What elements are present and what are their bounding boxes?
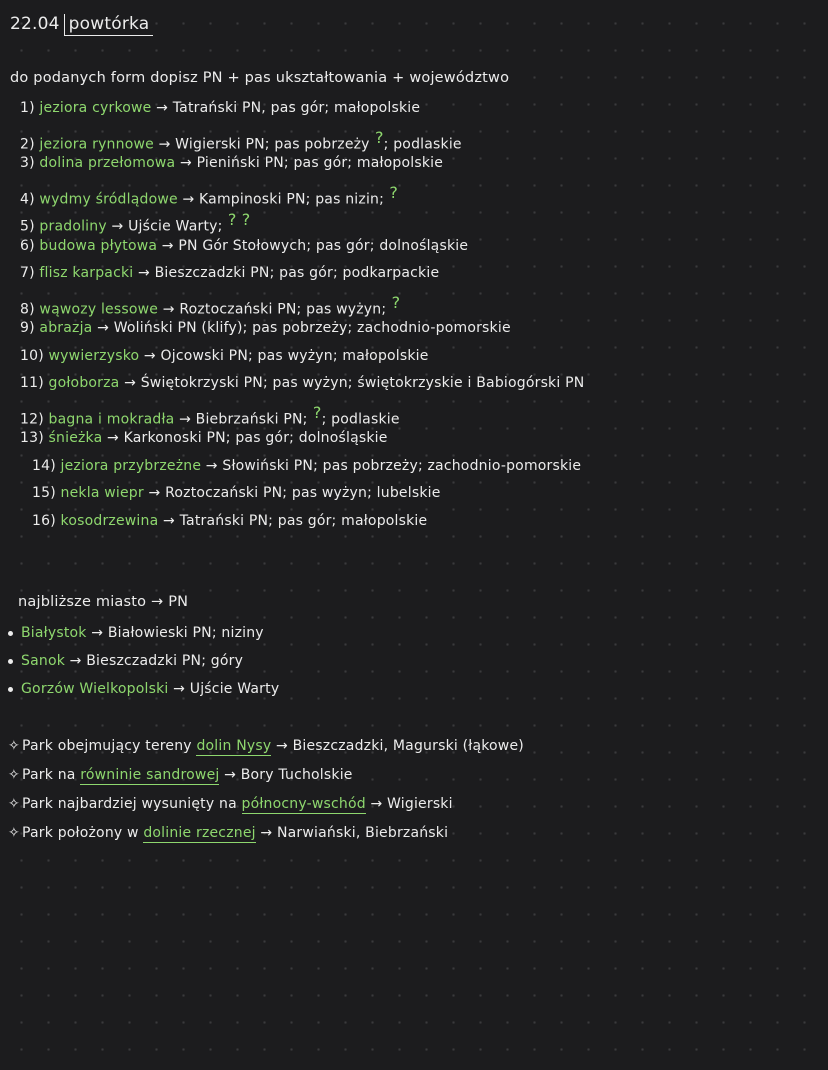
form-row: [20, 100, 420, 116]
arrow: →: [151, 100, 173, 116]
form-name: gołoborza: [48, 375, 120, 391]
arrow: →: [201, 457, 223, 474]
city-name: Białystok: [21, 625, 87, 641]
question-mark: ?: [384, 182, 399, 202]
form-number: 4): [20, 191, 40, 208]
form-name: jeziora rynnowe: [39, 136, 154, 153]
form-row: [32, 458, 581, 474]
bullet-dot: [8, 631, 13, 636]
form-number: 6): [20, 237, 40, 254]
form-answer: Słowiński PN; pas pobrzeży; zachodnio-pomorskie: [222, 457, 582, 474]
form-number: 16): [32, 512, 61, 529]
form-answer: Biebrzański PN;: [195, 411, 308, 428]
form-name: bagna i mokradła: [48, 411, 175, 428]
form-number: 9): [20, 320, 40, 336]
form-name: wydmy śródlądowe: [39, 191, 178, 208]
arrow: →: [119, 375, 141, 391]
city-park: Ujście Warty: [189, 681, 280, 697]
park-highlight: dolin Nysy: [196, 738, 272, 754]
form-answer-extra: ; podlaskie: [383, 136, 462, 153]
form-row: [20, 238, 468, 254]
form-answer: Ujście Warty;: [128, 218, 223, 235]
city-row: [8, 653, 243, 669]
form-answer-extra: ; podlaskie: [321, 411, 400, 428]
form-answer: Bieszczadzki PN; pas gór; podkarpackie: [154, 265, 440, 281]
form-row: [20, 155, 443, 171]
form-row: [20, 210, 251, 235]
bullet-dot: [8, 659, 13, 664]
form-number: 15): [32, 485, 61, 501]
city-row: [8, 681, 279, 697]
star-icon: ✧: [8, 767, 20, 783]
form-name: budowa płytowa: [39, 237, 158, 254]
title-date: 22.04: [10, 14, 60, 34]
star-icon: ✧: [8, 796, 20, 812]
form-number: 8): [20, 301, 40, 318]
city-park: Bieszczadzki PN; góry: [86, 653, 244, 669]
form-number: 2): [20, 136, 40, 153]
park-answer: → Wigierski: [365, 796, 453, 812]
form-row: [32, 513, 427, 529]
city-name: Sanok: [21, 653, 66, 669]
park-answer: → Bieszczadzki, Magurski (łąkowe): [271, 738, 524, 754]
arrow: →: [157, 237, 179, 254]
form-name: nekla wiepr: [60, 485, 144, 501]
form-name: wywierzysko: [48, 347, 140, 364]
arrow: →: [133, 265, 155, 281]
form-number: 7): [20, 265, 40, 281]
form-row: [20, 320, 511, 336]
form-row: [20, 183, 398, 208]
form-answer: Ojcowski PN; pas wyżyn; małopolskie: [160, 347, 429, 364]
park-row: [8, 796, 453, 812]
park-text: Park położony w: [22, 825, 144, 841]
park-row: [8, 825, 448, 841]
cities-heading: najbliższe miasto → PN: [18, 594, 189, 610]
star-icon: ✧: [8, 825, 20, 841]
page-title: [10, 14, 153, 36]
star-icon: ✧: [8, 738, 20, 754]
park-row: [8, 767, 353, 783]
form-name: jeziora cyrkowe: [39, 100, 152, 116]
form-answer: Pieniński PN; pas gór; małopolskie: [196, 155, 444, 171]
arrow: →: [174, 411, 196, 428]
form-row: [20, 403, 400, 428]
park-text: Park na: [22, 767, 81, 783]
park-highlight: równinie sandrowej: [80, 767, 220, 783]
city-row: [8, 625, 264, 641]
arrow: →: [139, 347, 161, 364]
city-name: Gorzów Wielkopolski: [21, 681, 169, 697]
question-mark: ?: [386, 292, 401, 312]
form-row: [32, 485, 441, 501]
form-number: 11): [20, 375, 49, 391]
form-answer: Karkonoski PN; pas gór; dolnośląskie: [123, 430, 388, 446]
form-answer: Roztoczański PN; pas wyżyn;: [179, 301, 387, 318]
form-answer: Roztoczański PN; pas wyżyn; lubelskie: [165, 485, 441, 501]
form-name: flisz karpacki: [39, 265, 134, 281]
park-row: [8, 738, 524, 754]
form-answer: Tatrański PN, pas gór; małopolskie: [172, 100, 421, 116]
instruction: do podanych form dopisz PN + pas ukształtowania + województwo: [10, 70, 510, 86]
form-number: 3): [20, 155, 40, 171]
form-row: [20, 430, 388, 446]
park-highlight: północny-wschód: [241, 796, 366, 812]
arrow: →: [86, 625, 108, 641]
form-row: [20, 348, 429, 364]
form-name: śnieżka: [48, 430, 103, 446]
form-number: 13): [20, 430, 49, 446]
form-name: dolina przełomowa: [39, 155, 176, 171]
form-answer: Woliński PN (klify); pas pobrzeży; zachodnio-pomorskie: [113, 320, 511, 336]
form-name: abrazja: [39, 320, 93, 336]
park-answer: → Bory Tucholskie: [219, 767, 353, 783]
form-answer: Wigierski PN; pas pobrzeży: [175, 136, 370, 153]
park-answer: → Narwiański, Biebrzański: [255, 825, 449, 841]
bullet-dot: [8, 687, 13, 692]
form-answer: Tatrański PN; pas gór; małopolskie: [179, 512, 428, 529]
form-name: wąwozy lessowe: [39, 301, 159, 318]
arrow: →: [92, 320, 114, 336]
question-mark: ?: [307, 402, 322, 422]
form-answer: PN Gór Stołowych; pas gór; dolnośląskie: [178, 237, 469, 254]
arrow: →: [177, 191, 200, 208]
arrow: →: [158, 512, 180, 529]
form-answer: Świętokrzyski PN; pas wyżyn; świętokrzyskie i Babiogórski PN: [140, 375, 585, 391]
arrow: →: [175, 155, 197, 171]
form-row: [20, 375, 584, 391]
form-number: 5): [20, 218, 40, 235]
arrow: →: [153, 136, 176, 153]
question-mark: ?: [369, 127, 384, 147]
arrow: →: [143, 485, 166, 501]
form-number: 1): [20, 100, 40, 116]
form-number: 10): [20, 347, 49, 364]
form-number: 12): [20, 411, 49, 428]
form-answer: Kampinoski PN; pas nizin;: [199, 191, 385, 208]
city-park: Białowieski PN; niziny: [107, 625, 264, 641]
arrow: →: [158, 301, 180, 318]
question-mark: ? ?: [222, 210, 251, 229]
park-text: Park najbardziej wysunięty na: [22, 796, 242, 812]
park-highlight: dolinie rzecznej: [143, 825, 256, 841]
form-name: pradoliny: [39, 218, 107, 235]
form-name: jeziora przybrzeżne: [60, 457, 202, 474]
form-row: [20, 265, 439, 281]
form-row: [20, 293, 400, 318]
form-row: [20, 128, 462, 153]
park-text: Park obejmujący tereny: [22, 738, 197, 754]
arrow: →: [168, 681, 190, 697]
arrow: →: [102, 430, 124, 446]
form-number: 14): [32, 457, 61, 474]
form-name: kosodrzewina: [60, 512, 159, 529]
title-label: powtórka: [64, 14, 154, 36]
arrow: →: [65, 653, 87, 669]
arrow: →: [106, 218, 129, 235]
